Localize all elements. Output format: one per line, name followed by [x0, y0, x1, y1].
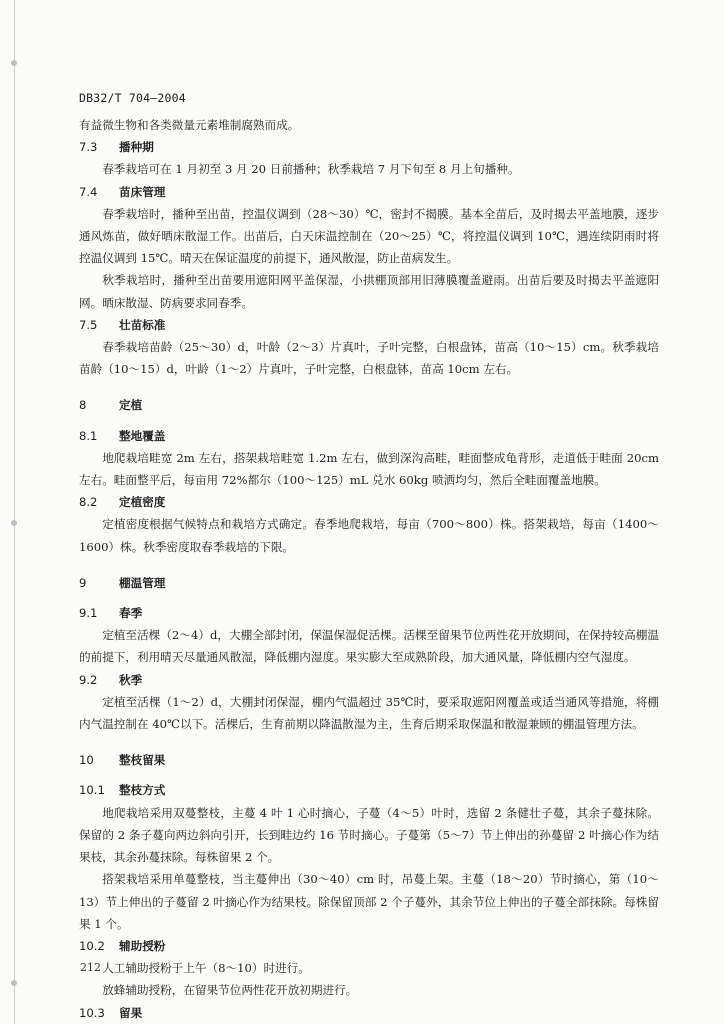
section-heading: [79, 491, 659, 513]
section-heading: [79, 314, 659, 336]
section-title: 棚温管理: [119, 575, 166, 590]
paragraph: 定植至活棵（2～4）d，大棚全部封闭，保温保湿促活棵。活棵至留果节位两性花开放期间，在保持较高棚温的前提下，利用晴天尽量通风散湿，降低棚内湿度。果实膨大至成熟阶段，加大通风量，降低棚内空气湿度。: [79, 628, 659, 665]
section-title: 播种期: [119, 140, 154, 155]
paragraph: 秋季栽培时，播种至出苗要用遮阳网平盖保湿，小拱棚顶部用旧薄膜覆盖避雨。出苗后要及时揭去平盖遮阳网。晒床散湿、防病要求同春季。: [79, 273, 659, 310]
paragraph: 春季栽培苗龄（25～30）d，叶龄（2～3）片真叶，子叶完整，白根盘钵，苗高（10～15）cm。秋季栽培苗龄（10～15）d，叶龄（1～2）片真叶，子叶完整，白根盘钵，苗高 10cm 左右。: [79, 340, 659, 377]
section-heading: [79, 181, 659, 203]
paragraph: 定植至活棵（1～2）d，大棚封闭保湿，棚内气温超过 35℃时，要采取遮阳网覆盖或适当通风等措施，将棚内气温控制在 40℃以下。活棵后，生育前期以降温散湿为主，生育后期采取保温和散湿兼顾的棚温管理方法。: [79, 694, 659, 732]
binding-line: [14, 0, 15, 1024]
section-title: 留果: [119, 1005, 143, 1020]
document-body: [79, 114, 659, 1024]
section-number: 10: [79, 753, 94, 768]
section-title: 定植密度: [119, 495, 166, 510]
binding-hole: [11, 980, 17, 986]
section-title: 辅助授粉: [119, 938, 166, 953]
section-number: 8: [79, 398, 87, 413]
section-heading: [79, 602, 659, 624]
section-number: 7.3: [79, 140, 98, 155]
section-number: 7.5: [79, 317, 98, 332]
section-title: 整地覆盖: [119, 428, 166, 443]
paragraph: 搭架栽培采用单蔓整枝，当主蔓伸出（30～40）cm 时，吊蔓上架。主蔓（18～20）节时摘心，第（10～13）节上伸出的子蔓留 2 叶摘心作为结果枝。除保留顶部 2 个子蔓外，其余节位上伸出的子蔓全部抹除。每株留果 1 个。: [79, 872, 659, 931]
section-number: 8.2: [79, 495, 98, 510]
standard-number-header: DB32/T 704—2004: [79, 91, 186, 105]
section-number: 7.4: [79, 184, 98, 199]
section-number: 9: [79, 575, 87, 590]
paragraph: 春季栽培时，播种至出苗，控温仪调到（28～30）℃，密封不揭膜。基本全苗后，及时揭去平盖地膜，逐步通风炼苗，做好晒床散湿工作。出苗后，白天床温控制在（20～25）℃，将控温仪调到 10℃，遇连续阴雨时将控温仪调到 15℃。晴天在保证温度的前提下，通风散湿，防止苗病发生。: [79, 206, 659, 266]
section-title: 壮苗标准: [119, 317, 166, 332]
paragraph: 人工辅助授粉于上午（8～10）时进行。: [102, 961, 310, 976]
binding-hole: [11, 60, 17, 66]
section-title: 苗床管理: [119, 184, 166, 199]
section-title: 整枝方式: [119, 783, 166, 798]
spacer: [79, 417, 659, 425]
section-number: 8.1: [79, 428, 98, 443]
section-number: 10.1: [79, 783, 105, 798]
paragraph: 有益微生物和各类微量元素堆制腐熟而成。: [79, 118, 300, 132]
paragraph: 春季栽培可在 1 月初至 3 月 20 日前播种；秋季栽培 7 月下旬至 8 月上旬播种。: [102, 162, 520, 177]
section-heading: [79, 779, 659, 801]
section-heading: [79, 749, 659, 771]
section-title: 春季: [119, 606, 143, 621]
section-heading: [79, 935, 659, 957]
section-heading: [79, 669, 659, 691]
section-heading: [79, 572, 659, 594]
section-heading: [79, 1002, 659, 1024]
section-heading: [79, 425, 659, 447]
spacer: [79, 558, 659, 572]
section-number: 10.2: [79, 938, 105, 953]
section-title: 整枝留果: [119, 753, 166, 768]
section-title: 定植: [119, 398, 143, 413]
section-heading: [79, 136, 659, 158]
section-heading: [79, 394, 659, 416]
spacer: [79, 771, 659, 779]
spacer: [79, 594, 659, 602]
page-number: 212: [80, 961, 101, 974]
spacer: [79, 380, 659, 394]
paragraph: 地爬栽培采用双蔓整枝，主蔓 4 叶 1 心时摘心，子蔓（4～5）叶时，选留 2 条健壮子蔓，其余子蔓抹除。保留的 2 条子蔓向两边斜向引开，长到畦边约 16 节时摘心。子蔓第（5～7）节上伸出的孙蔓留 2 叶摘心作为结果枝，其余孙蔓抹除。每株留果 2 个。: [79, 805, 659, 865]
section-number: 9.2: [79, 672, 98, 687]
spacer: [79, 735, 659, 749]
section-number: 10.3: [79, 1005, 105, 1020]
binding-hole: [11, 520, 17, 526]
paragraph: 放蜂辅助授粉，在留果节位两性花开放初期进行。: [102, 983, 358, 998]
paragraph: 定植密度根据气候特点和栽培方式确定。春季地爬栽培，每亩（700～800）株。搭架栽培，每亩（1400～1600）株。秋季密度取春季栽培的下限。: [79, 517, 659, 554]
section-title: 秋季: [119, 672, 143, 687]
section-number: 9.1: [79, 606, 98, 621]
paragraph: 地爬栽培畦宽 2m 左右，搭架栽培畦宽 1.2m 左右，做到深沟高畦，畦面整成龟背形，走道低于畦面 20cm 左右。畦面整平后，每亩用 72%都尔（100～125）mL 兑水 60kg 喷洒均匀，然后全畦面覆盖地膜。: [79, 450, 659, 488]
